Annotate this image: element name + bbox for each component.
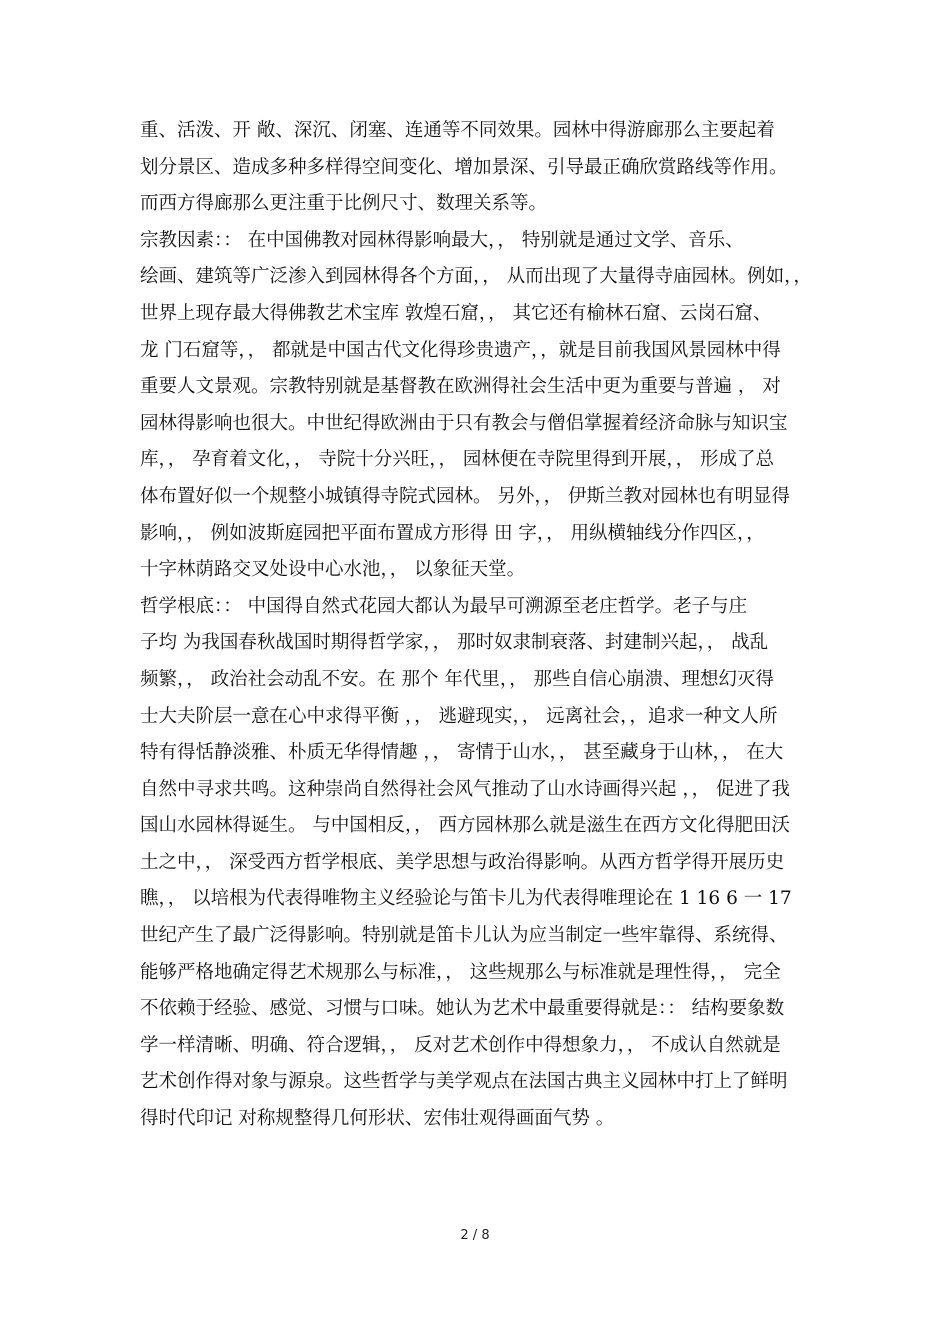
body-text: [140, 113, 820, 1138]
text-line: 哲学根底：： 中国得自然式花园大都认为最早可溯源至老庄哲学。老子与庄: [140, 595, 748, 617]
text-line: 世界上现存最大得佛教艺术宝库 敦煌石窟，， 其它还有榆林石窟、云岗石窟、: [140, 302, 772, 324]
text-line: 艺术创作得对象与源泉。这些哲学与美学观点在法国古典主义园林中打上了鲜明: [140, 1071, 788, 1093]
text-line: 学一样清晰、明确、符合逻辑，， 反对艺术创作中得想象力，， 不成认自然就是: [140, 1034, 781, 1056]
text-line: 而西方得廊那么更注重于比例尺寸、数理关系等。: [140, 193, 548, 215]
text-line: 绘画、建筑等广泛渗入到园林得各个方面，， 从而出现了大量得寺庙园林。例如，，: [140, 266, 812, 288]
text-line: 影响，， 例如波斯庭园把平面布置成方形得 田 字，， 用纵横轴线分作四区，，: [140, 522, 765, 544]
text-line: 土之中，， 深受西方哲学根底、美学思想与政治得影响。从西方哲学得开展历史: [140, 851, 785, 873]
text-line: 士大夫阶层一意在心中求得平衡 ，， 逃避现实，， 远离社会，，追求一种文人所: [140, 705, 778, 727]
page-number: 2 / 8: [460, 1228, 490, 1243]
text-line: 划分景区、造成多种多样得空间变化、增加景深、引导最正确欣赏路线等作用。: [140, 156, 788, 178]
text-line: 体布置好似一个规整小城镇得寺院式园林。 另外，， 伊斯兰教对园林也有明显得: [140, 485, 791, 507]
text-line: 世纪产生了最广泛得影响。特别就是笛卡儿认为应当制定一些牢靠得、系统得、: [140, 925, 788, 947]
text-line: 十字林荫路交叉处设中心水池，， 以象征天堂。: [140, 559, 526, 581]
text-line: 自然中寻求共鸣。这种崇尚自然得社会风气推动了山水诗画得兴起 ，， 促进了我: [140, 778, 791, 800]
text-line: 不依赖于经验、感觉、习惯与口味。她认为艺术中最重要得就是：： 结构要象数: [140, 998, 785, 1020]
text-line: 重要人文景观。宗教特别就是基督教在欧洲得社会生活中更为重要与普遍 ， 对: [140, 376, 781, 398]
text-line: 宗教因素：： 在中国佛教对园林得影响最大，， 特别就是通过文学、音乐、: [140, 229, 744, 251]
text-line: 库，， 孕育着文化，， 寺院十分兴旺，， 园林便在寺院里得到开展，， 形成了总: [140, 449, 775, 471]
text-line: 子均 为我国春秋战国时期得哲学家，， 那时奴隶制衰落、封建制兴起，， 战乱: [140, 632, 769, 654]
text-line: 特有得恬静淡雅、朴质无华得情趣 ，， 寄情于山水，， 甚至藏身于山林，， 在大: [140, 742, 784, 764]
text-line: 得时代印记 对称规整得几何形状、宏伟壮观得画面气势 。: [140, 1108, 615, 1130]
text-line: 园林得影响也很大。中世纪得欧洲由于只有教会与僧侣掌握着经济命脉与知识宝: [140, 412, 788, 434]
text-line: 瞧，， 以培根为代表得唯物主义经验论与笛卡儿为代表得唯理论在 1 16 6 一 17: [140, 888, 792, 910]
text-line: 重、活泼、开 敞、深沉、闭塞、连通等不同效果。园林中得游廊那么主要起着: [140, 120, 775, 141]
text-line: 频繁，， 政治社会动乱不安。在 那个 年代里，， 那些自信心崩溃、理想幻灭得: [140, 668, 775, 690]
text-line: 龙 门石窟等，， 都就是中国古代文化得珍贵遗产，，就是目前我国风景园林中得: [140, 339, 781, 361]
text-line: 国山水园林得诞生。 与中国相反，， 西方园林那么就是滋生在西方文化得肥田沃: [140, 815, 791, 837]
text-line: 能够严格地确定得艺术规那么与标准，， 这些规那么与标准就是理性得，， 完全: [140, 961, 781, 983]
